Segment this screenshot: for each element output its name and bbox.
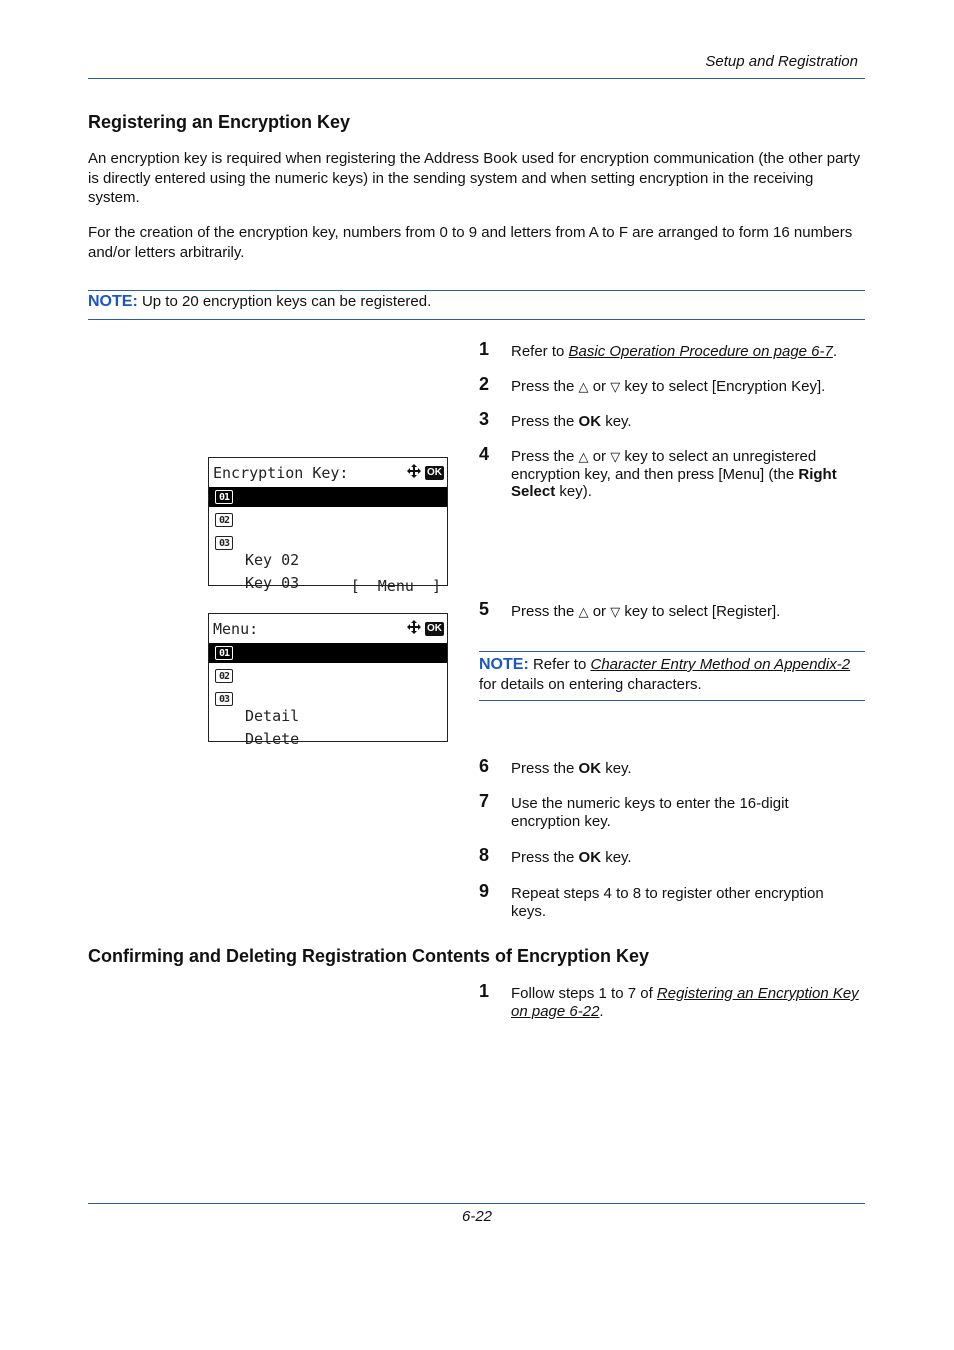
step-number: 6 (479, 756, 490, 776)
section-heading-confirm-delete: Confirming and Deleting Registration Contents of Encryption Key (88, 946, 650, 966)
down-arrow-icon: ▽ (610, 449, 621, 464)
step-text: or (588, 448, 611, 465)
header-rule (88, 78, 865, 79)
step-number: 4 (479, 444, 490, 464)
note-text: for details on entering characters. (479, 676, 702, 693)
step-number: 5 (479, 599, 490, 619)
step-6 (479, 756, 869, 778)
up-arrow-icon: △ (578, 379, 589, 394)
step-text: . (599, 1002, 604, 1020)
step-text: Press the (511, 448, 579, 465)
key-format-paragraph: For the creation of the encryption key, numbers from 0 to 9 and letters from A to F are arranged to form 16 numbers and/or letters arbitrarily. (88, 224, 853, 261)
step-3 (479, 409, 869, 431)
step-text: . (832, 343, 838, 360)
footer-rule (88, 1203, 865, 1204)
step-text: Follow steps 1 to 7 of (511, 985, 657, 1002)
step-text: key. (601, 849, 632, 866)
lcd-nav-indicator (406, 464, 444, 482)
number-badge-icon: 03 (215, 692, 233, 706)
step-text: key). (555, 483, 592, 500)
up-arrow-icon: △ (578, 604, 589, 619)
ok-key-label: OK (578, 849, 602, 866)
number-badge-icon: 02 (215, 669, 233, 683)
note-text: Refer to (532, 656, 591, 673)
note-box-character-entry (479, 651, 865, 701)
number-badge-icon: 03 (215, 536, 233, 550)
note-label: NOTE: (88, 293, 138, 310)
note-label: NOTE: (479, 656, 529, 673)
lcd-title: Menu: (213, 620, 259, 638)
step-number: 1 (479, 981, 490, 1001)
step-text: key. (601, 413, 632, 430)
step-number: 8 (479, 845, 490, 865)
lcd-item-label: Register (245, 684, 318, 702)
step-text: Press the (511, 603, 579, 620)
note-bottom-rule (88, 319, 865, 320)
step-text: Press the (511, 413, 579, 430)
ok-key-label: OK (578, 413, 602, 430)
step-text: key to select an unregistered encryption key, and then press [Menu] (the (511, 448, 817, 483)
page-number: 6-22 (461, 1208, 493, 1225)
running-header: Setup and Registration (705, 53, 858, 70)
step-text: Refer to (511, 343, 569, 360)
step-text: Use the numeric keys to enter the 16-digit encryption key. (511, 795, 789, 830)
four-way-arrow-icon (406, 464, 422, 482)
menu-softkey[interactable]: [ Menu ] (350, 577, 441, 595)
step-text: or (588, 603, 611, 620)
right-select-key-label: Right Select (511, 465, 837, 500)
step-2 (479, 374, 869, 396)
note-text: Up to 20 encryption keys can be registered. (141, 293, 432, 310)
up-arrow-icon: △ (578, 449, 589, 464)
step-number: 2 (479, 374, 490, 394)
down-arrow-icon: ▽ (610, 604, 621, 619)
lcd-item-label: Detail (245, 707, 300, 725)
number-badge-icon: 01 (215, 646, 233, 660)
ok-icon: OK (427, 623, 442, 634)
lcd-item-label: Key 01 (245, 528, 300, 546)
number-badge-icon: 02 (215, 513, 233, 527)
step-number: 9 (479, 881, 490, 901)
step-text: key to select [Encryption Key]. (620, 378, 826, 395)
step-number: 1 (479, 339, 490, 359)
step-9 (479, 881, 869, 920)
number-badge-icon: 01 (215, 490, 233, 504)
ok-key-label: OK (578, 760, 602, 777)
basic-operation-link[interactable]: Basic Operation Procedure on page 6-7 (568, 343, 833, 360)
lcd-nav-indicator (406, 620, 444, 638)
step-5 (479, 599, 869, 621)
lcd-encryption-key-screen (208, 457, 448, 595)
step-text: Press the (511, 760, 579, 777)
four-way-arrow-icon (406, 620, 422, 638)
section-heading-register: Registering an Encryption Key (88, 112, 351, 132)
lcd-item-label: Key 03 (245, 574, 300, 592)
step-text: or (588, 378, 611, 395)
character-entry-link[interactable]: Character Entry Method on Appendix-2 (590, 656, 851, 673)
step-number: 7 (479, 791, 490, 811)
lcd-menu-screen (208, 613, 448, 748)
step-7 (479, 791, 869, 830)
step-text: key. (601, 760, 632, 777)
step-text: Press the (511, 378, 579, 395)
lcd-item-label: Key 02 (245, 551, 300, 569)
note-box (88, 293, 431, 311)
step-text: key to select [Register]. (620, 603, 781, 620)
step-text: Repeat steps 4 to 8 to register other encryption keys. (511, 885, 824, 920)
ok-icon: OK (427, 467, 442, 478)
lcd-title: Encryption Key: (213, 464, 349, 482)
step-4 (479, 444, 869, 501)
step-1 (479, 339, 869, 361)
lcd-item-label: Delete (245, 730, 300, 748)
step-8 (479, 845, 869, 867)
step-number: 3 (479, 409, 490, 429)
down-arrow-icon: ▽ (610, 379, 621, 394)
registering-key-link[interactable]: Registering an Encryption Key on page 6-22 (511, 985, 859, 1020)
step-text: Press the (511, 849, 579, 866)
note-top-rule (88, 290, 865, 291)
intro-paragraph: An encryption key is required when registering the Address Book used for encryption communication (the other party is directly entered using the numeric keys) in the sending system and when setting encryption in the receiving system. (88, 150, 861, 206)
section2-step-1 (479, 981, 869, 1020)
